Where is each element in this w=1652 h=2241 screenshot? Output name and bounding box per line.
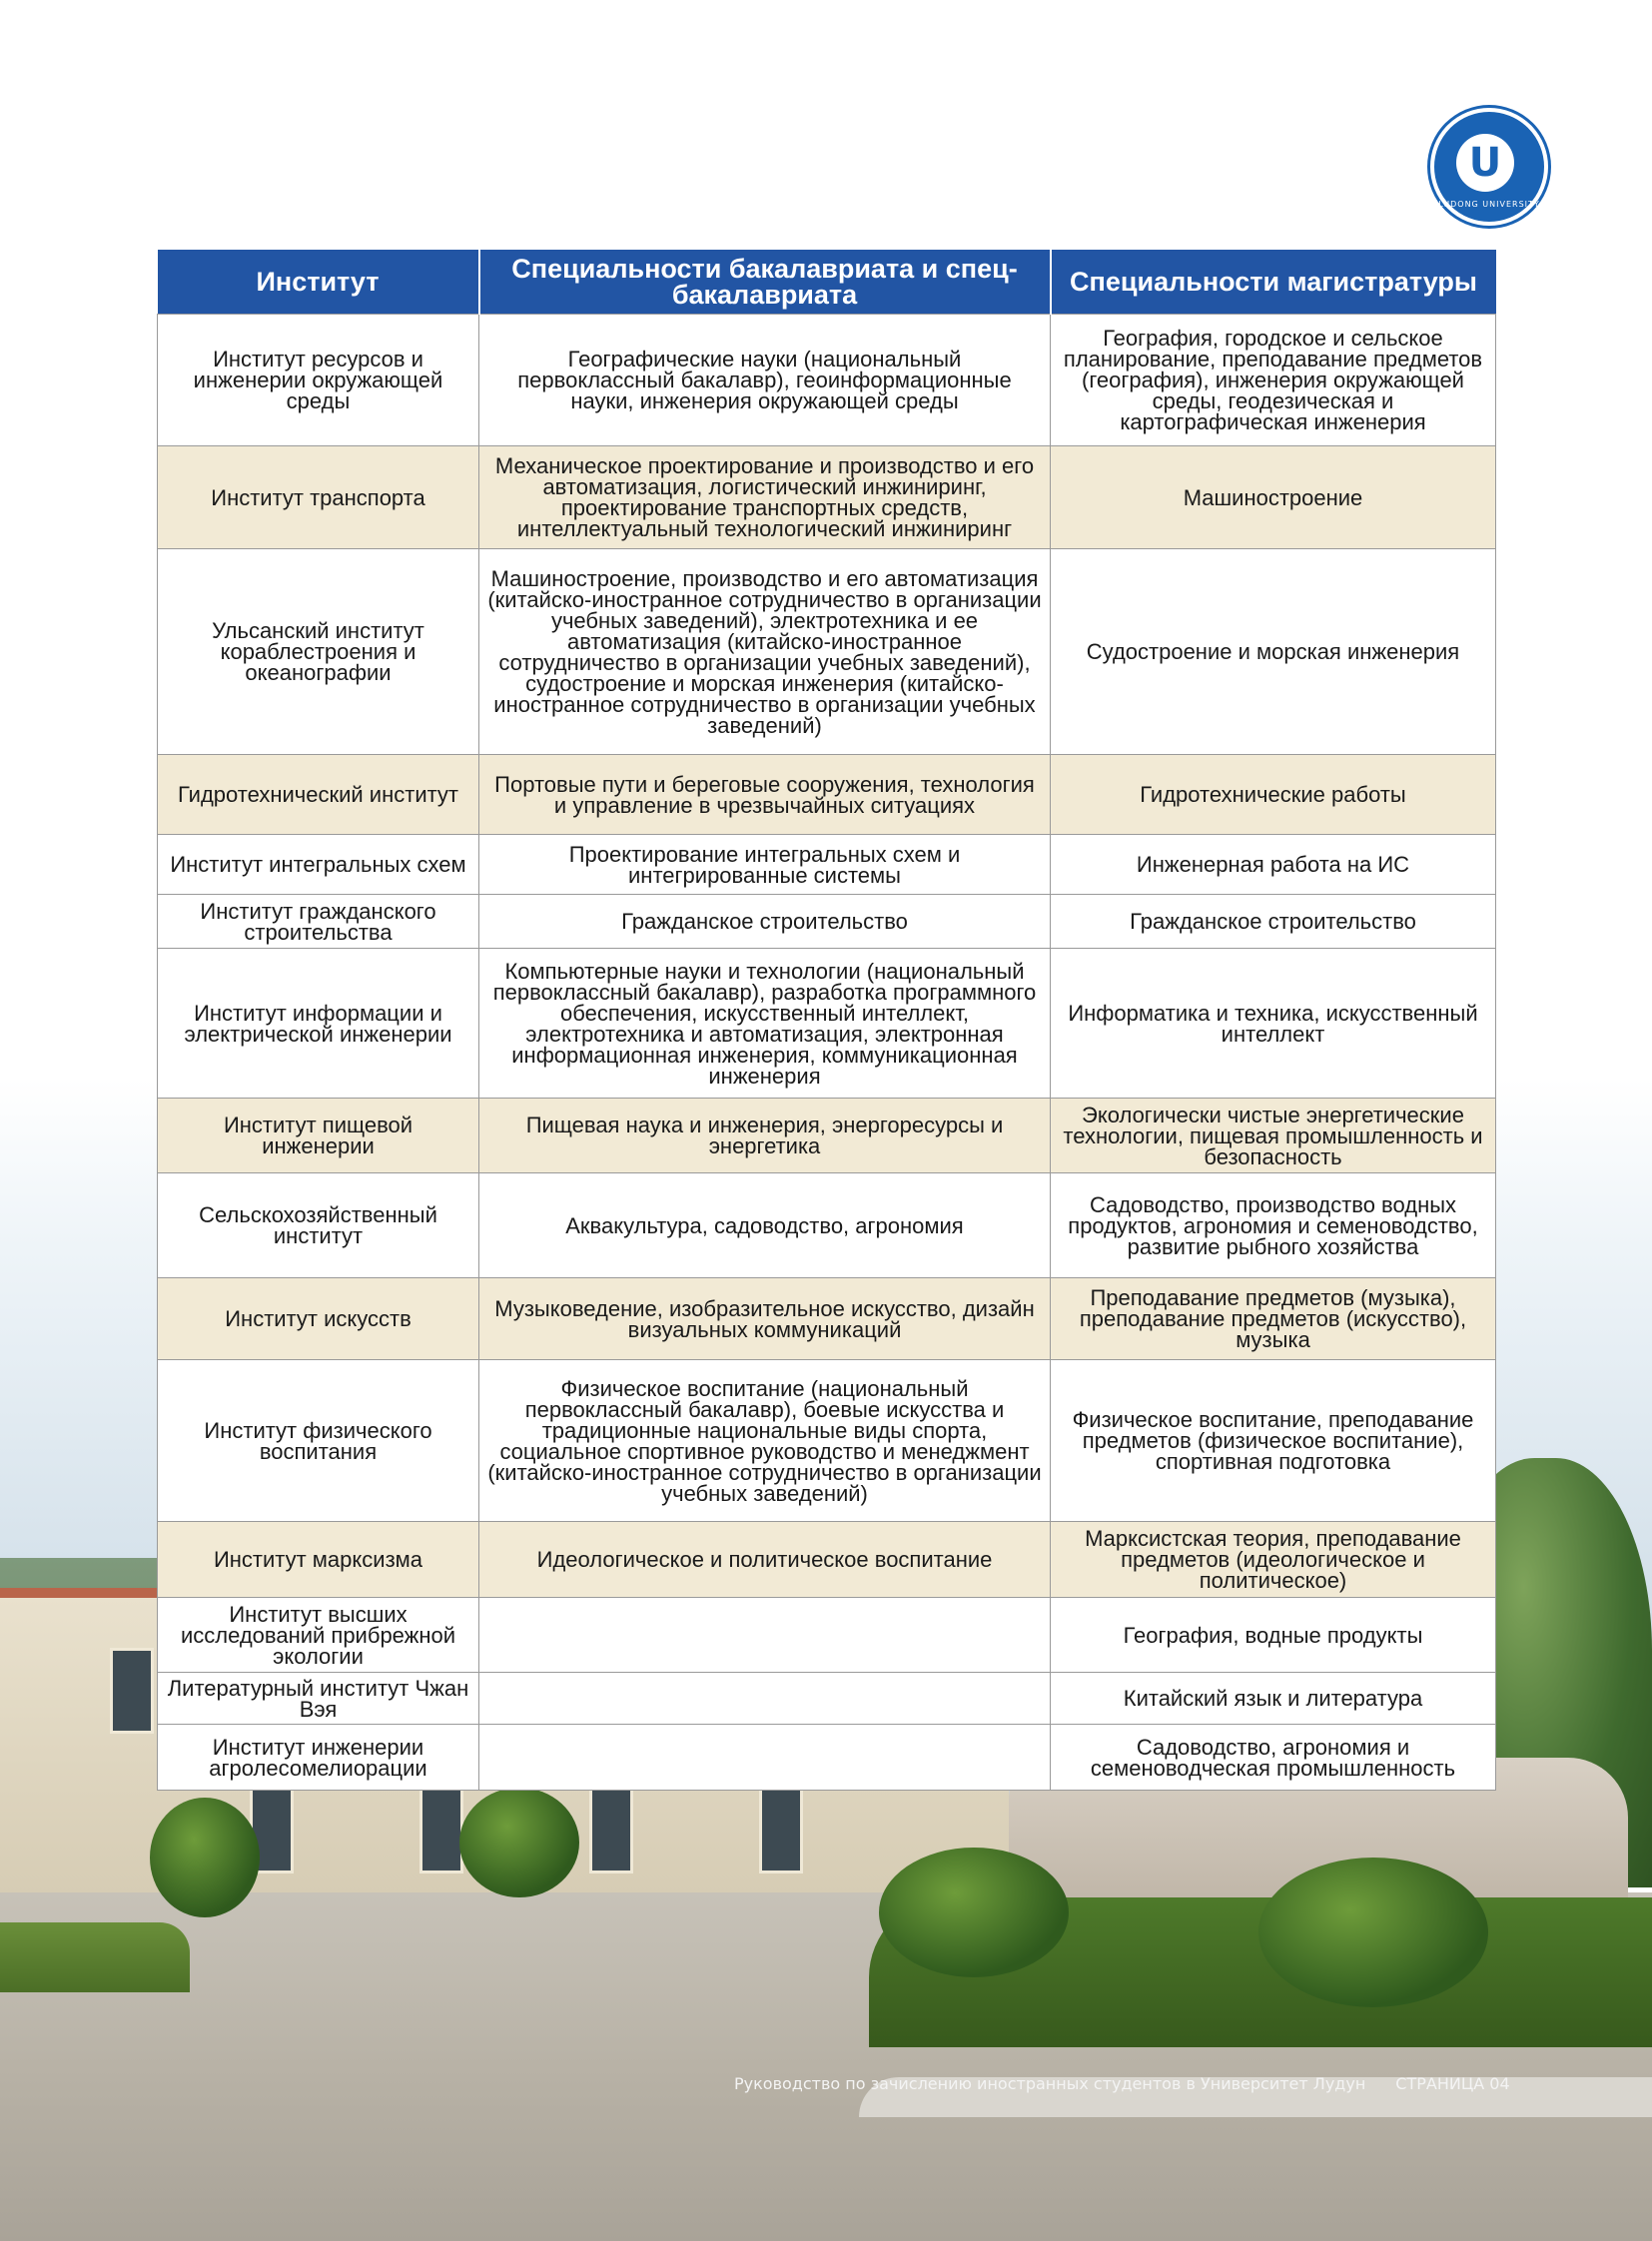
bachelor-cell: Компьютерные науки и технологии (национальный первоклассный бакалавр), разработка программного обеспечения, искусственный интеллект, электротехника и автоматизация, электронная информационная инженерия, коммуникационная инженерия [479,949,1051,1099]
master-cell: Садоводство, агрономия и семеноводческая промышленность [1051,1725,1496,1791]
specialties-table-container [157,250,1495,1791]
institute-cell: Институт инженерии агролесомелиорации [158,1725,479,1791]
table-row [158,1099,1496,1173]
master-cell: Садоводство, производство водных продуктов, агрономия и семеноводство, развитие рыбного хозяйства [1051,1173,1496,1278]
institute-cell: Институт информации и электрической инженерии [158,949,479,1099]
table-row [158,1598,1496,1673]
institute-cell: Институт физического воспитания [158,1360,479,1522]
university-logo [1430,108,1548,226]
bachelor-cell: Портовые пути и береговые сооружения, технология и управление в чрезвычайных ситуациях [479,755,1051,835]
bachelor-cell: Пищевая наука и инженерия, энергоресурсы и энергетика [479,1099,1051,1173]
institute-cell: Институт гражданского строительства [158,895,479,949]
table-row [158,1278,1496,1360]
table-row [158,1173,1496,1278]
bachelor-cell: Машиностроение, производство и его автоматизация (китайско-иностранное сотрудничество в организации учебных заведений), электротехника и ее автоматизация (китайско-иностранное сотрудничество в организации учебных заведений), судостроение и морская инженерия (китайско-иностранное сотрудничество в организации учебных заведений) [479,549,1051,755]
master-cell: География, городское и сельское планирование, преподавание предметов (география), инженерия окружающей среды, геодезическая и картографическая инженерия [1051,315,1496,446]
table-row [158,1673,1496,1725]
master-cell: Марксистская теория, преподавание предметов (идеологическое и политическое) [1051,1522,1496,1598]
building-window [589,1788,633,1873]
shrub [150,1798,260,1917]
footer-page-number: 04 [1489,2074,1510,2093]
bachelor-cell: Механическое проектирование и производство и его автоматизация, логистический инжиниринг, проектирование транспортных средств, интеллектуальный технологический инжиниринг [479,446,1051,549]
bachelor-cell [479,1598,1051,1673]
bachelor-cell [479,1673,1051,1725]
bachelor-cell: Идеологическое и политическое воспитание [479,1522,1051,1598]
institute-cell: Институт марксизма [158,1522,479,1598]
logo-mark-icon: U [1468,140,1502,186]
master-cell: Судостроение и морская инженерия [1051,549,1496,755]
institute-cell: Гидротехнический институт [158,755,479,835]
bachelor-cell: Географические науки (национальный первоклассный бакалавр), геоинформационные науки, инженерия окружающей среды [479,315,1051,446]
institute-cell: Институт искусств [158,1278,479,1360]
table-row [158,1360,1496,1522]
table-row [158,835,1496,895]
bachelor-cell: Физическое воспитание (национальный первоклассный бакалавр), боевые искусства и традиционные национальные виды спорта, социальное спортивное руководство и менеджмент (китайско-иностранное сотрудничество в организации учебных заведений) [479,1360,1051,1522]
header-bachelor: Специальности бакалавриата и спец-бакалавриата [479,250,1051,315]
master-cell: Китайский язык и литература [1051,1673,1496,1725]
building-window [419,1788,463,1873]
table-row [158,755,1496,835]
bachelor-cell [479,1725,1051,1791]
lawn [0,1922,190,1992]
building-window [759,1788,803,1873]
page-footer [734,2071,1510,2097]
master-cell: География, водные продукты [1051,1598,1496,1673]
table-row [158,315,1496,446]
table-row [158,549,1496,755]
table-row [158,1725,1496,1791]
bachelor-cell: Гражданское строительство [479,895,1051,949]
footer-page-label: СТРАНИЦА [1395,2074,1485,2093]
bachelor-cell: Музыковедение, изобразительное искусство, дизайн визуальных коммуникаций [479,1278,1051,1360]
table-row [158,446,1496,549]
master-cell: Гидротехнические работы [1051,755,1496,835]
master-cell: Инженерная работа на ИС [1051,835,1496,895]
footer-guide-title: Руководство по зачислению иностранных студентов в Университет Лудун [734,2074,1366,2093]
header-institute: Институт [158,250,479,315]
institute-cell: Сельскохозяйственный институт [158,1173,479,1278]
institute-cell: Институт высших исследований прибрежной экологии [158,1598,479,1673]
institute-cell: Институт пищевой инженерии [158,1099,479,1173]
bachelor-cell: Проектирование интегральных схем и интегрированные системы [479,835,1051,895]
header-master: Специальности магистратуры [1051,250,1496,315]
master-cell: Гражданское строительство [1051,895,1496,949]
institute-cell: Институт транспорта [158,446,479,549]
table-row [158,1522,1496,1598]
table-row [158,895,1496,949]
logo-ring-text: LUDONG UNIVERSITY [1438,200,1540,209]
master-cell: Машиностроение [1051,446,1496,549]
table-header-row [158,250,1496,315]
shrub [459,1788,579,1897]
master-cell: Физическое воспитание, преподавание предметов (физическое воспитание), спортивная подготовка [1051,1360,1496,1522]
master-cell: Информатика и техника, искусственный интеллект [1051,949,1496,1099]
bachelor-cell: Аквакультура, садоводство, агрономия [479,1173,1051,1278]
building-window [110,1648,154,1734]
shrub [1258,1858,1488,2007]
institute-cell: Институт интегральных схем [158,835,479,895]
specialties-table [157,250,1496,1791]
master-cell: Преподавание предметов (музыка), преподавание предметов (искусство), музыка [1051,1278,1496,1360]
institute-cell: Ульсанский институт кораблестроения и океанографии [158,549,479,755]
shrub [879,1848,1069,1977]
institute-cell: Литературный институт Чжан Вэя [158,1673,479,1725]
table-row [158,949,1496,1099]
institute-cell: Институт ресурсов и инженерии окружающей среды [158,315,479,446]
logo-inner [1456,134,1514,192]
master-cell: Экологически чистые энергетические технологии, пищевая промышленность и безопасность [1051,1099,1496,1173]
